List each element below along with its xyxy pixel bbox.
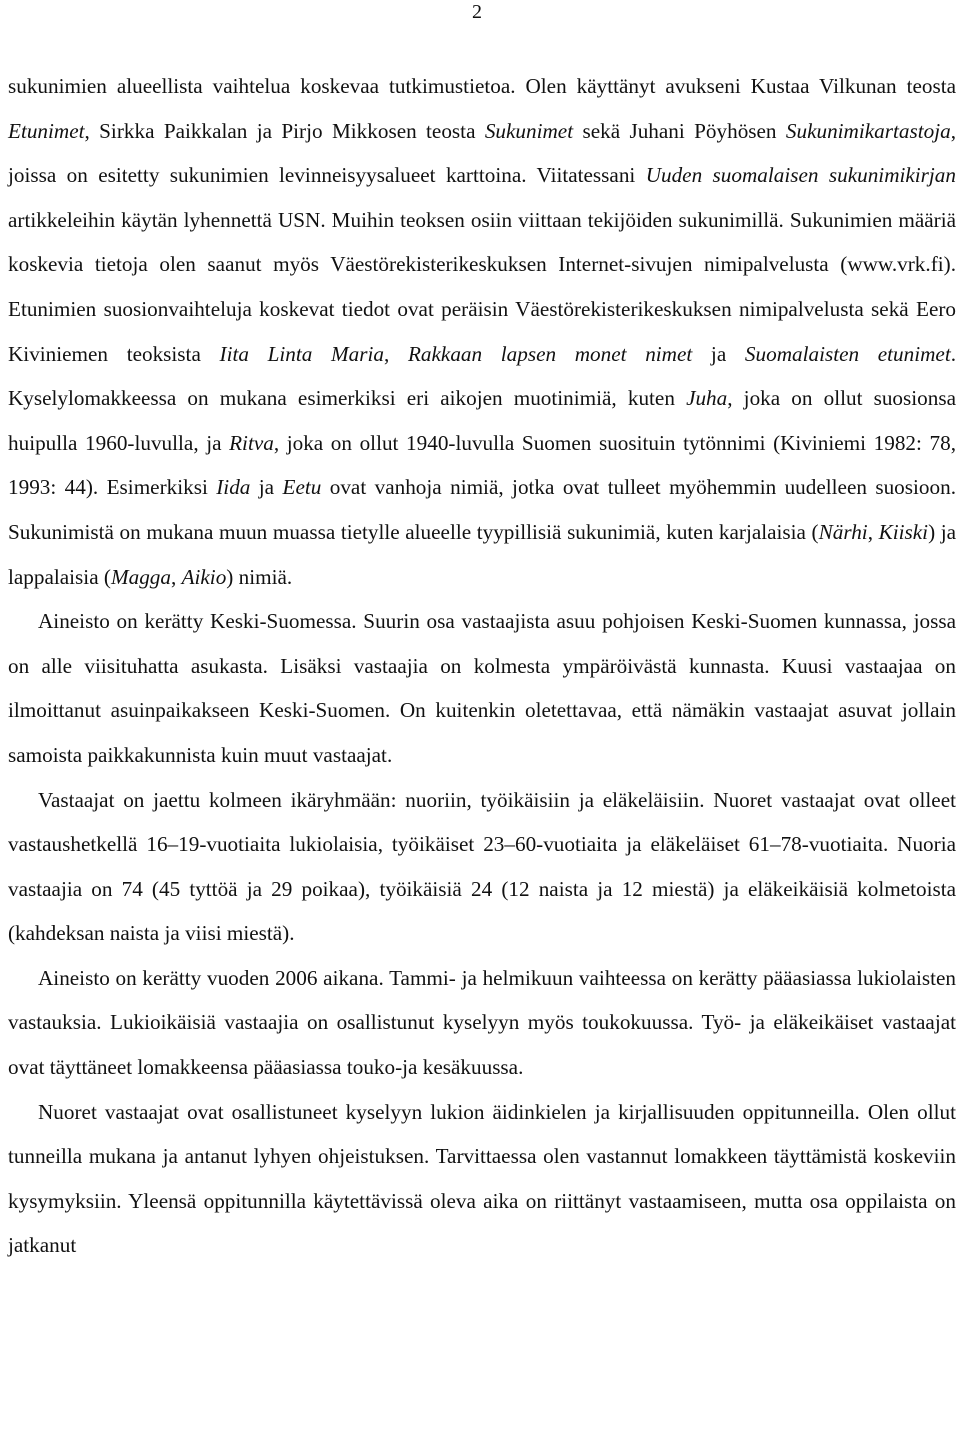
italic-title: Iita Linta Maria bbox=[219, 341, 384, 366]
italic-title: Eetu bbox=[282, 475, 322, 500]
italic-title: Närhi bbox=[818, 519, 868, 544]
text-run: , bbox=[384, 341, 408, 366]
text-run: . Kyselylomakkeessa on mukana esimerkiksi eri aikojen muotinimiä, kuten bbox=[8, 341, 956, 411]
text-run: , joka on ollut suosionsa huipulla 1960-luvulla, ja bbox=[8, 386, 956, 455]
italic-title: Magga bbox=[110, 564, 171, 589]
paragraph-p4 bbox=[8, 956, 956, 1090]
italic-title: Rakkaan lapsen monet nimet bbox=[407, 341, 693, 366]
text-run: ) ja lappalaisia ( bbox=[8, 519, 957, 589]
italic-title: Iida bbox=[216, 475, 251, 500]
text-run: , bbox=[867, 519, 879, 544]
italic-title: Sukunimikartastoja bbox=[785, 118, 951, 143]
text-run: Aineisto on kerätty vuoden 2006 aikana. Tammi- ja helmikuun vaihteessa on kerätty pääasiassa lukiolaisten vastauksia. Lukioikäisiä vastaajia on osallistunut kyselyyn myös toukokuussa. Työ- ja eläkeikäiset vastaajat ovat täyttäneet lomakkeensa pääasiassa touko-ja kesäkuussa. bbox=[8, 965, 956, 1080]
paragraph-p2 bbox=[8, 599, 956, 777]
paragraph-p1 bbox=[8, 64, 956, 599]
text-run: , bbox=[170, 564, 182, 589]
text-run: sukunimien alueellista vaihtelua koskevaa tutkimustietoa. Olen käyttänyt avukseni Kustaa Vilkunan teosta bbox=[8, 74, 956, 98]
document-body bbox=[8, 64, 956, 1268]
text-run: Nuoret vastaajat ovat osallistuneet kyselyyn lukion äidinkielen ja kirjallisuuden oppitunneilla. Olen ollut tunneilla mukana ja antanut lyhyen ohjeistuksen. Tarvittaessa olen vastannut lomakkeen täyttämistä koskeviin kysymyksiin. Yleensä oppitunnilla käytettävissä oleva aika on riittänyt vastaamiseen, mutta osa oppilaista on jatkanut bbox=[8, 1099, 956, 1258]
italic-title: Kiiski bbox=[878, 519, 929, 544]
text-run: , joka on ollut 1940-luvulla Suomen suosituin tytönnimi (Kiviniemi 1982: 78, 1993: 44). Esimerkiksi bbox=[8, 430, 956, 500]
italic-title: Sukunimet bbox=[484, 118, 574, 143]
text-run: ja bbox=[692, 341, 745, 366]
text-run: ) nimiä. bbox=[226, 564, 293, 589]
text-run: Vastaajat on jaettu kolmeen ikäryhmään: nuoriin, työikäisiin ja eläkeläisiin. Nuoret vastaajat ovat olleet vastaushetkellä 16–19-vuotiaita lukiolaisia, työikäiset 23–60-vuotiaita ja eläkeläiset 61–78-vuotiaita. Nuoria vastaajia on 74 (45 tyttöä ja 29 poikaa), työikäisiä 24 (12 naista ja 12 miestä) ja eläkeikäisiä kolmetoista (kahdeksan naista ja viisi miestä). bbox=[8, 787, 956, 946]
text-run: sekä Juhani Pöyhösen bbox=[573, 118, 786, 143]
text-run: ovat vanhoja nimiä, jotka ovat tulleet myöhemmin uudelleen suosioon. Sukunimistä on mukana muun muassa tietylle alueelle tyypillisiä sukunimiä, kuten karjalaisia ( bbox=[8, 475, 956, 544]
text-run: artikkeleihin käytän lyhennettä USN. Muihin teoksen osiin viittaan tekijöiden sukunimillä. Sukunimien määriä koskevia tietoja olen saanut myös Väestörekisterikeskuksen Internet-sivujen nimipalvelusta (www.vrk.fi). Etunimien suosionvaihteluja koskevat tiedot ovat peräisin Väestörekisterikeskuksen nimipalvelusta sekä Eero Kiviniemen teoksista bbox=[8, 207, 956, 366]
paragraph-p3 bbox=[8, 778, 956, 956]
italic-title: Juha bbox=[686, 386, 728, 411]
paragraph-p5 bbox=[8, 1090, 956, 1268]
italic-title: Uuden suomalaisen sukunimikirjan bbox=[645, 163, 956, 188]
page-number: 2 bbox=[472, 1, 482, 23]
italic-title: Ritva bbox=[229, 430, 274, 455]
text-run: , Sirkka Paikkalan ja Pirjo Mikkosen teosta bbox=[84, 118, 485, 143]
text-run: , joissa on esitetty sukunimien levinneisyysalueet karttoina. Viitatessani bbox=[8, 118, 956, 188]
italic-title: Suomalaisten etunimet bbox=[744, 341, 951, 366]
italic-title: Etunimet bbox=[8, 118, 85, 143]
text-run: ja bbox=[250, 475, 283, 500]
italic-title: Aikio bbox=[181, 564, 227, 589]
text-run: Aineisto on kerätty Keski-Suomessa. Suurin osa vastaajista asuu pohjoisen Keski-Suomen kunnassa, jossa on alle viisituhatta asukasta. Lisäksi vastaajia on kolmesta ympäröivästä kunnasta. Kuusi vastaajaa on ilmoittanut asuinpaikakseen Keski-Suomen. On kuitenkin oletettavaa, että nämäkin vastaajat asuvat jollain samoista paikkakunnista kuin muut vastaajat. bbox=[8, 609, 956, 767]
